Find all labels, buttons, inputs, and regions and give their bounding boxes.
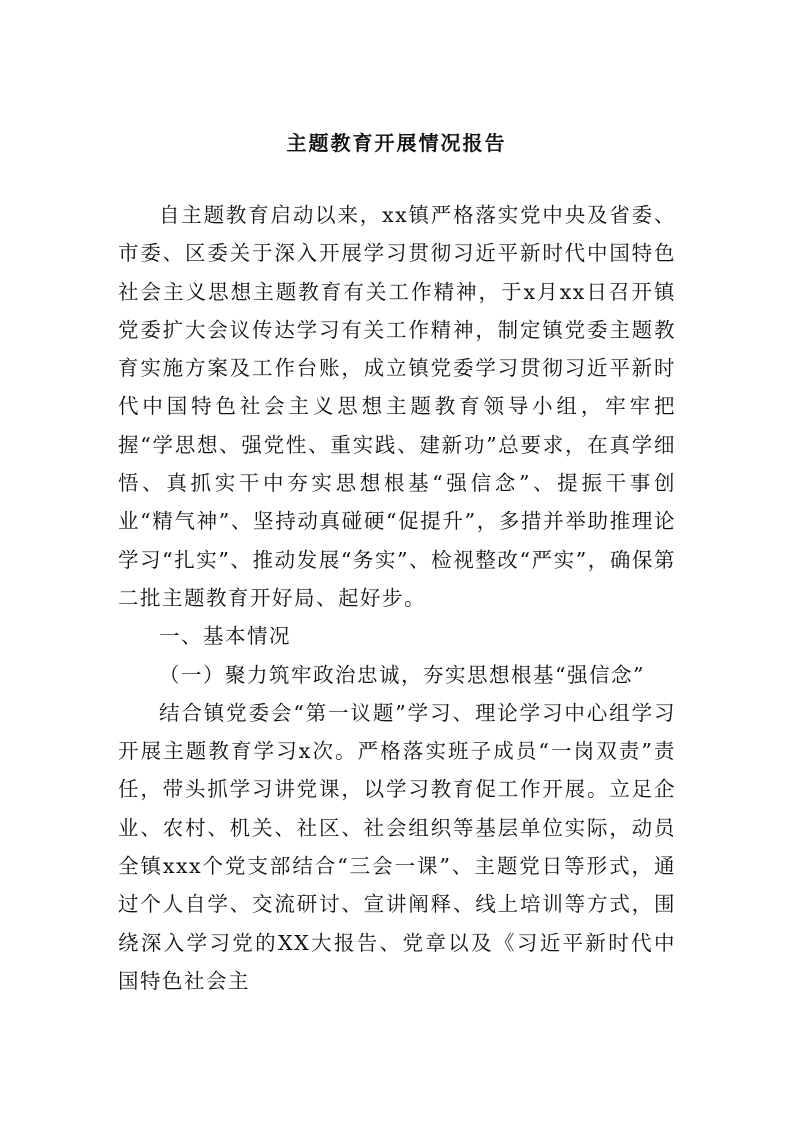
- section-heading-basic-situation: 一、基本情况: [159, 624, 291, 649]
- subsection-heading-political-loyalty: （一）聚力筑牢政治忠诚，夯实思想根基“强信念”: [159, 662, 645, 687]
- paragraph-study-activities: 结合镇党委会“第一议题”学习、理论学习中心组学习开展主题教育学习x次。严格落实班子成员“一岗双责”责任，带头抓学习讲党课，以学习教育促工作开展。立足企业、农村、机关、社区、社会组织等基层单位实际，动员全镇xxx个党支部结合“三会一课”、主题党日等形式，通过个人自学、交流研讨、宣讲阐释、线上培训等方式，围绕深入学习党的XX大报告、党章以及《习近平新时代中国特色社会主: [118, 700, 676, 993]
- paragraph-intro: 自主题教育启动以来，xx镇严格落实党中央及省委、市委、区委关于深入开展学习贯彻习近平新时代中国特色社会主义思想主题教育有关工作精神，于x月xx日召开镇党委扩大会议传达学习有关工作精神，制定镇党委主题教育实施方案及工作台账，成立镇党委学习贯彻习近平新时代中国特色社会主义思想主题教育领导小组，牢牢把握“学思想、强党性、重实践、建新功”总要求，在真学细悟、真抓实干中夯实思想根基“强信念”、提振干事创业“精气神”、坚持动真碰硬“促提升”，多措并举助推理论学习“扎实”、推动发展“务实”、检视整改“严实”，确保第二批主题教育开好局、起好步。: [118, 203, 676, 610]
- document-body: [118, 196, 676, 1000]
- document-title: 主题教育开展情况报告: [286, 131, 507, 155]
